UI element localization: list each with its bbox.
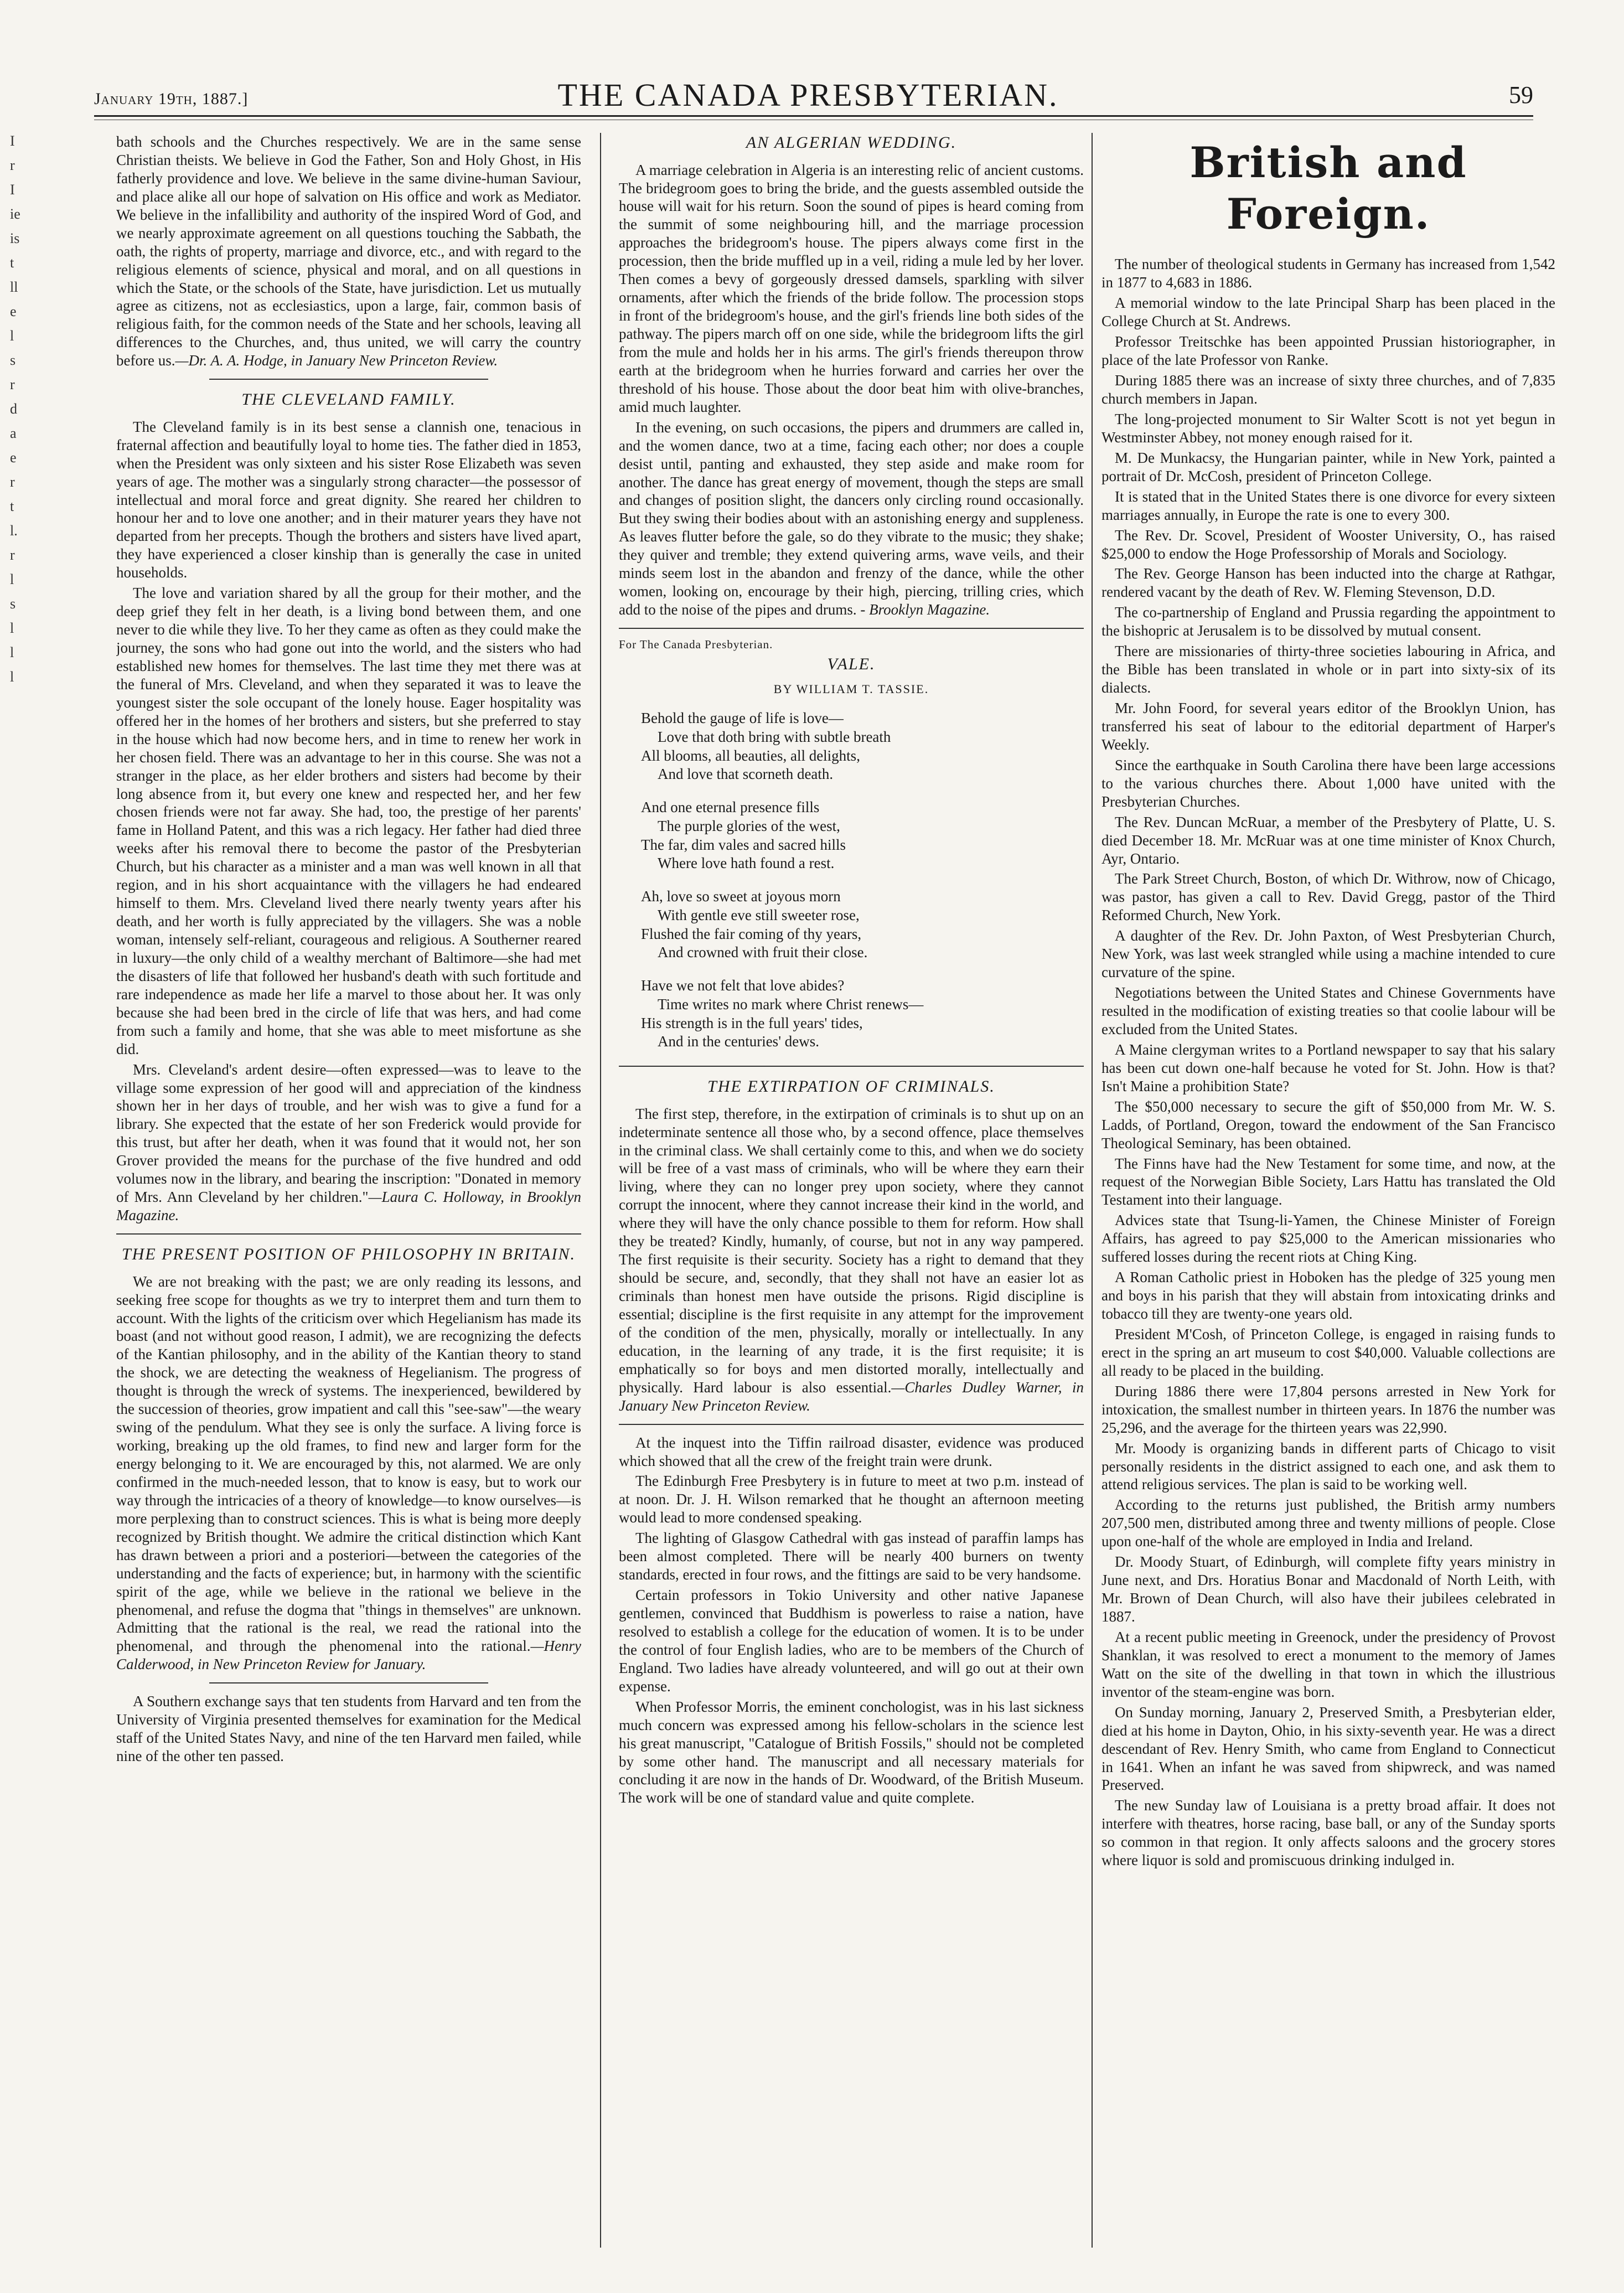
divider [619,628,1084,629]
news-item: There are missionaries of thirty-three societies labouring in Africa, and the Bible has been translated in whole or in part into sixty-six of its dialects. [1101,643,1555,696]
poem-line: And love that scorneth death. [658,766,834,783]
cleveland-paragraph: The love and variation shared by all the group for their mother, and the deep grief they felt in her death, is a living bond between them, and one never to die while they live. To her they came as often as they could make the journey, the sons who had gone out into the world, and the sisters who had established new homes for themselves. The last time they met there was at the funeral of Mrs. Cleveland, and when they separated it was to leave the youngest sister the sole occupant of the lonely house. Eager hospitality was offered her in the homes of her brothers and sisters, but she preferred to stay in the house which had now become hers, and in time to renew her work in her chosen field. There was an advantage to her in this course. She was not a stranger in the place, as her elder brothers and sisters had become by their long absence from it, but every one knew and respected her, and her few chosen friends were not far away. She had, too, the prestige of her parents' fame in Holland Patent, and this was a rich legacy. Her father had died three weeks after his removal there to become the pastor of the Presbyterian Church, but his character as a minister and a man was well known in all that region, and in his short acquaintance with the villagers he had endeared himself to them. Mrs. Cleveland lived there nearly twenty years after his death, and her worth is fully appreciated by the villagers. She was a noble woman, intensely self-reliant, courageous and religious. A Southerner reared in luxury—the only child of a wealthy merchant of Baltimore—she had met the disasters of life that followed her husband's death with such fortitude and rare independence as made her life a marvel to those about her. It was only because she had been bred in the circle of life that was hers, and had come from such a family and home, that she was able to meet misfortune as she did. [116,585,581,1057]
margin-fragment: d [10,401,17,417]
margin-fragment: l [10,669,14,685]
masthead-title: THE CANADA PRESBYTERIAN. [557,77,1059,113]
news-item: Mr. Moody is organizing bands in different parts of Chicago to visit personally residents in the district assigned to each one, and ask them to attend religious services. The plan is said to be working well. [1101,1439,1555,1493]
margin-fragment: l [10,620,14,636]
news-note: The Edinburgh Free Presbytery is in future to meet at two p.m. instead of at noon. Dr. J. H. Wilson remarked that he thought an afternoon meeting would lead to more condensed speaking. [619,1473,1084,1526]
issue-date: January 19th, 1887.] [94,90,249,108]
philosophy-paragraph: We are not breaking with the past; we are only reading its lessons, and seeking free scope for thoughts as we try to interpret them and turn them to account. With the lights of the criticism over which Hegelianism has made its boast (and not without good reason, I admit), we are recognizing the defects of the Kantian philosophy, and in the ability of the Kantian theory to stand the shock, we are detecting the weakness of Hegelianism. The progress of thought is through the wreck of systems. The inexperienced, bewildered by the succession of theories, grow impatient and call this "see-saw"—the weary swing of the pendulum. What they see is only the surface. A living force is working, breaking up the old frames, to find new and larger form for the energy belonging to it. We are encouraged by this, not alarmed. We are only confirmed in the much-needed lesson, that to know is easy, but to work our way through the intricacies of a theory of knowledge—to know ourselves—is more perplexing than to construct sciences. This is what is being more deeply recognized by British thought. We admire the critical distinction which Kant has drawn between a priori and a posteriori—between the categories of the understanding and the facts of experience; but, in harmony with the scientific spirit of the age, while we believe in the rational we believe in the phenomenal, and refuse the dogma that "things in themselves" are unknown. Admitting that the rational is the real, we read the rational into the phenomenal, and through the phenomenal into the rational.—Henry Calderwood, in New Princeton Review for January. [116,1273,581,1673]
hodge-citation: —Dr. A. A. Hodge, in January New Princeton Review. [175,352,498,369]
margin-fragment: r [10,157,15,173]
poem-line: And crowned with fruit their close. [658,944,868,961]
news-item: A daughter of the Rev. Dr. John Paxton, of West Presbyterian Church, New York, was last week strangled while using a machine intended to cure curvature of the spine. [1101,927,1555,981]
margin-fragment: l. [10,523,18,539]
margin-fragment: l [10,328,14,344]
news-item: During 1886 there were 17,804 persons arrested in New York for intoxication, the smallest number in thirteen years. In 1876 the number was 25,296, and the average for the thirteen years was 22,990. [1101,1382,1555,1436]
margin-fragment: ll [10,279,18,295]
vale-stanza [641,887,1084,962]
cleveland-paragraph: Mrs. Cleveland's ardent desire—often expressed—was to leave to the village some expression of her good will and appreciation of the kindness shown her in her days of trouble, and her wish was to give a fund for a library. She expected that the estate of her son Frederick would provide for this trust, but after her death, when it was found that it would not, her son Grover provided the means for the purchase of the five hundred and odd volumes now in the library, and bearing the inscription: "Donated in memory of Mrs. Ann Cleveland by her children."—Laura C. Holloway, in Brooklyn Magazine. [116,1061,581,1224]
cleveland-heading: THE CLEVELAND FAMILY. [241,390,456,409]
column-separator [600,133,601,2248]
news-item: The Rev. Duncan McRuar, a member of the Presbytery of Platte, U. S. died December 18. Mr. McRuar was at one time minister of Knox Church, Ayr, Ontario. [1101,813,1555,867]
poem-line: Ah, love so sweet at joyous morn [641,888,841,905]
poem-line: Love that doth bring with subtle breath [658,728,891,745]
poem-line: And in the centuries' dews. [658,1033,820,1050]
philosophy-heading: THE PRESENT POSITION OF PHILOSOPHY IN BRITAIN. [121,1245,576,1264]
harvard-note: A Southern exchange says that ten students from Harvard and ten from the University of Virginia presented themselves for examination for the Medical staff of the United States Navy, and nine of the ten Harvard men failed, while nine of the other ten passed. [116,1693,581,1765]
cleveland-paragraph: The Cleveland family is in its best sense a clannish one, tenacious in fraternal affection and beautifully loyal to home ties. The father died in 1853, when the President was only sixteen and his sister Rose Elizabeth was seven years of age. The mother was a singularly strong character—the possessor of intellectual and moral force and great dignity. She reared her children to honour her and to love one another; and in their maturer years they have not departed from her precepts. Though the brothers and sisters have lived apart, they have experienced a closer kinship than is generally the case in united households. [116,418,581,581]
criminals-heading: THE EXTIRPATION OF CRIMINALS. [707,1077,995,1096]
news-item: Advices state that Tsung-li-Yamen, the Chinese Minister of Foreign Affairs, has agreed to pay $25,000 to the American missionaries who suffered losses during the recent riots at Ching King. [1101,1212,1555,1266]
column-separator [1092,133,1093,2248]
left-margin-fragments [0,133,33,797]
poem-line: Behold the gauge of life is love— [641,710,844,727]
margin-fragment: l [10,644,14,660]
poem-line: Time writes no mark where Christ renews— [658,995,924,1013]
margin-fragment: s [10,596,16,612]
margin-fragment: a [10,425,17,441]
vale-byline: BY WILLIAM T. TASSIE. [773,682,929,696]
poem-line: Where love hath found a rest. [658,855,835,872]
news-note: Certain professors in Tokio University and other native Japanese gentlemen, convinced that Buddhism is powerless to raise a nation, have resolved to establish a college for the education of women. It is to be under the control of four English ladies, who are to be members of the Church of England. Two ladies have already volunteered, and will go out at their own expense. [619,1587,1084,1695]
criminals-citation: —Charles Dudley Warner, in January New Princeton Review. [619,1378,1084,1414]
news-item: On Sunday morning, January 2, Preserved Smith, a Presbyterian elder, died at his home in Dayton, Ohio, in his sixty-seventh year. He was a direct descendant of Rev. Henry Smith, who came from England to Connecticut in 1641. When an infant he was saved from shipwreck, and was named Preserved. [1101,1703,1555,1794]
margin-fragment: s [10,352,16,368]
margin-fragment: is [10,230,20,246]
hodge-article-text: bath schools and the Churches respectively. We are in the same sense Christian theists. We believe in God the Father, Son and Holy Ghost, in His fatherly providence and love. We believe in the same divine-human Saviour, and place alike all our hope of salvation on His office and work as Mediator. We believe in the infallibility and authority of the inspired Word of God, and we nearly approximate agreement on all questions touching the Sabbath, the oath, the rights of property, marriage and divorce, etc., and with regard to the religious elements of science, physical and moral, and on all questions in which the State, or the schools of the State, have jurisdiction. Let us mutually agree as citizens, not as ecclesiastics, upon a large, fair, common basis of religious faith, for the common needs of the State and her schools, leaving all differences to the Churches, and, thus united, we will carry the country before us.—Dr. A. A. Hodge, in January New Princeton Review. [116,133,581,369]
news-item: Negotiations between the United States and Chinese Governments have resulted in the modification of existing treaties so that coolie labour will be excluded from the United States. [1101,984,1555,1037]
margin-fragment: r [10,376,15,393]
news-item: The long-projected monument to Sir Walter Scott is not yet begun in Westminster Abbey, not money enough raised for it. [1101,410,1555,446]
news-item: Mr. John Foord, for several years editor of the Brooklyn Union, has transferred his seat of labour to the editorial department of Harper's Weekly. [1101,700,1555,753]
divider [619,1066,1084,1067]
margin-fragment: I [10,133,15,149]
news-item: The new Sunday law of Louisiana is a pretty broad affair. It does not interfere with theatres, horse racing, base ball, or any of the Sunday sports so common in that region. It only affects saloons and the grocery stores where liquor is sold and promiscuous drinking indulged in. [1101,1797,1555,1869]
margin-fragment: e [10,450,17,466]
margin-fragment: r [10,474,15,490]
news-item: The co-partnership of England and Prussia regarding the appointment to the bishopric at Jerusalem is to be dissolved by mutual consent. [1101,604,1555,639]
news-item: Since the earthquake in South Carolina there have been large accessions to the various churches there. About 1,000 have united with the Presbyterian Churches. [1101,756,1555,810]
news-item: During 1885 there was an increase of sixty three churches, and of 7,835 church members in Japan. [1101,372,1555,407]
cleveland-citation: —Laura C. Holloway, in Brooklyn Magazine. [116,1189,581,1224]
poem-line: Have we not felt that love abides? [641,977,845,994]
vale-heading: VALE. [827,654,876,673]
divider [209,379,488,380]
for-presbyterian-note: For The Canada Presbyterian. [619,638,773,652]
margin-fragment: r [10,547,15,563]
news-item: The Park Street Church, Boston, of which Dr. Withrow, now of Chicago, was pastor, has given a call to Rev. David Gregg, pastor of the Third Reformed Church, New York. [1101,870,1555,924]
news-item: A Roman Catholic priest in Hoboken has the pledge of 325 young men and boys in his parish that they will abstain from intoxicating drinks and tobacco till they are twenty-one years old. [1101,1269,1555,1322]
margin-fragment: t [10,255,14,271]
poem-line: The far, dim vales and sacred hills [641,836,846,853]
divider [116,1233,581,1235]
news-note: When Professor Morris, the eminent conchologist, was in his last sickness much concern was expressed among his fellow-scholars in the science lest his great manuscript, "Catalogue of British Fossils," should not be completed by some other hand. The manuscript and all necessary materials for concluding it are now in the hands of Dr. Woodward, of the British Museum. The work will be one of standard value and quite complete. [619,1698,1084,1806]
news-item: Professor Treitschke has been appointed Prussian historiographer, in place of the late Professor von Ranke. [1101,333,1555,369]
wedding-citation: - Brooklyn Magazine. [860,601,990,618]
poem-line: And one eternal presence fills [641,799,820,816]
wedding-paragraph: A marriage celebration in Algeria is an interesting relic of ancient customs. The bridegroom goes to bring the bride, and the guests assembled outside the house will wait for his return. Soon the sound of pipes is heard coming from the summit of some neighbouring hill, and the marriage procession approaches the bridegroom's house. The pipers always come first in the procession, then the bride muffled up in a veil, riding a mule led by her lover. Then comes a bevy of gorgeously dressed damsels, sparkling with silver ornaments, after which the friends of the bride follow. The procession stops in front of the bridegroom's house, and the girl's friends line both sides of the pathway. The pipers march off on one side, while the bridegroom lifts the girl from the mule and holds her in his arms. The girl's friends thereupon throw earth at the bridegroom when he hurries forward and carries her over the threshold of his house. Those about the door beat him with olive-branches, amid much laughter. [619,161,1084,415]
poem-line: All blooms, all beauties, all delights, [641,747,860,764]
poem-line: Flushed the fair coming of thy years, [641,925,862,942]
news-item: Dr. Moody Stuart, of Edinburgh, will complete fifty years ministry in June next, and Drs. Horatius Bonar and Macdonald of North Leith, with Mr. Brown of Dean Church, will also have their jubilees celebrated in 1887. [1101,1553,1555,1625]
news-note: The lighting of Glasgow Cathedral with gas instead of paraffin lamps has been almost completed. There will be nearly 400 burners on twenty standards, erected in four rows, and the fittings are said to be very handsome. [619,1530,1084,1583]
vale-stanza [641,977,1084,1051]
news-item: President M'Cosh, of Princeton College, is engaged in raising funds to erect in the spring an art museum to cost $40,000. Valuable collections are all ready to be placed in the building. [1101,1325,1555,1379]
poem-line: The purple glories of the west, [658,817,840,834]
page-number: 59 [1509,81,1533,109]
head-rule [94,115,1533,117]
news-item: The number of theological students in Germany has increased from 1,542 in 1877 to 4,683 in 1886. [1101,256,1555,291]
news-item: A Maine clergyman writes to a Portland newspaper to say that his salary has been cut down one-half because he voted for St. John. How is that? Isn't Maine a prohibition State? [1101,1041,1555,1094]
column-1 [116,133,581,2253]
margin-fragment: t [10,498,14,514]
margin-fragment: ie [10,206,20,222]
news-note: At the inquest into the Tiffin railroad disaster, evidence was produced which showed that all the crew of the freight train were drunk. [619,1434,1084,1469]
vale-stanza [641,798,1084,873]
news-item: It is stated that in the United States there is one divorce for every sixteen marriages annually, in Europe the rate is one to every 300. [1101,488,1555,523]
news-item: The $50,000 necessary to secure the gift of $50,000 from Mr. W. S. Ladds, of Portland, Oregon, toward the endowment of the San Francisco Theological Seminary, has been obtained. [1101,1098,1555,1151]
wedding-paragraph: In the evening, on such occasions, the pipers and drummers are called in, and the women dance, two at a time, facing each other; nor does a couple desist until, panting and exhausted, they step aside and make room for another. The dance has great energy of movement, though the steps are small and changes of position slight, the dancers only circling round occasionally. But they swing their bodies about with an astonishing energy and suppleness. As leaves flutter before the gale, so do they vibrate to the music; they shake; they quiver and tremble; they extend quivering arms, wave veils, and their minds seem lost in the abandon and frenzy of the dance, while the other women, looking on, encourage by their high, piercing, trilling cries, which add to the noise of the pipes and drums. - Brooklyn Magazine. [619,419,1084,618]
british-and-foreign-heading: British and Foreign. [1189,138,1467,239]
divider [209,1682,488,1683]
margin-fragment: l [10,571,14,587]
news-item: According to the returns just published, the British army numbers 207,500 men, distributed among three and twenty millions of people. Close upon one-half of the whole are employed in India and Ireland. [1101,1496,1555,1550]
criminals-paragraph: The first step, therefore, in the extirpation of criminals is to shut up on an indeterminate sentence all those who, by a second offence, place themselves in the criminal class. We shall certainly come to this, and when we do society will be free of a vast mass of criminals, who will be where they earn their living, where they can no longer prey upon society, where they cannot corrupt the innocent, where they cannot increase their kind in the world, and where they will have the only chance possible to them for reform. How shall they be treated? Kindly, humanly, of course, but not in any way pampered. The first requisite is their security. Society has a right to demand that they should be secure, and, secondly, that they shall not have an easier lot as criminals than honest men have outside the prisons. Rigid discipline is essential; discipline is the first requisite in any attempt for the improvement of the condition of the men, physically, morally or intellectually. In any education, in the learning of any trade, it is the first requisite; it is emphatically so for boys and men distorted morally, intellectually and physically. Hard labour is also essential.—Charles Dudley Warner, in January New Princeton Review. [619,1105,1084,1414]
news-item: The Rev. Dr. Scovel, President of Wooster University, O., has raised $25,000 to endow the Hoge Professorship of Morals and Sociology. [1101,526,1555,562]
column-3 [1101,133,1555,2253]
poem-line: With gentle eve still sweeter rose, [658,906,860,923]
poem-line: His strength is in the full years' tides, [641,1014,863,1031]
news-item: The Finns have had the New Testament for some time, and now, at the request of the Norwegian Bible Society, Lars Hattu has translated the Old Testament into their language. [1101,1155,1555,1209]
news-item: The Rev. George Hanson has been inducted into the charge at Rathgar, rendered vacant by the death of Rev. W. Fleming Stevenson, D.D. [1101,565,1555,601]
running-head [83,66,1533,111]
british-and-foreign-items [1101,255,1555,1869]
margin-fragment: I [10,182,15,198]
wedding-heading: AN ALGERIAN WEDDING. [746,133,957,152]
column-2 [619,133,1084,2253]
philosophy-citation: —Henry Calderwood, in New Princeton Review for January. [116,1638,581,1673]
margin-fragment: e [10,303,17,319]
vale-stanza [641,709,1084,784]
news-item: M. De Munkacsy, the Hungarian painter, while in New York, painted a portrait of Dr. McCosh, president of Princeton College. [1101,449,1555,484]
divider [619,1424,1084,1425]
news-item: At a recent public meeting in Greenock, under the presidency of Provost Shanklan, it was resolved to erect a monument to the memory of James Watt on the site of the dwelling in that town in which the illustrious inventor of the steam-engine was born. [1101,1628,1555,1700]
news-item: A memorial window to the late Principal Sharp has been placed in the College Church at St. Andrews. [1101,295,1555,330]
